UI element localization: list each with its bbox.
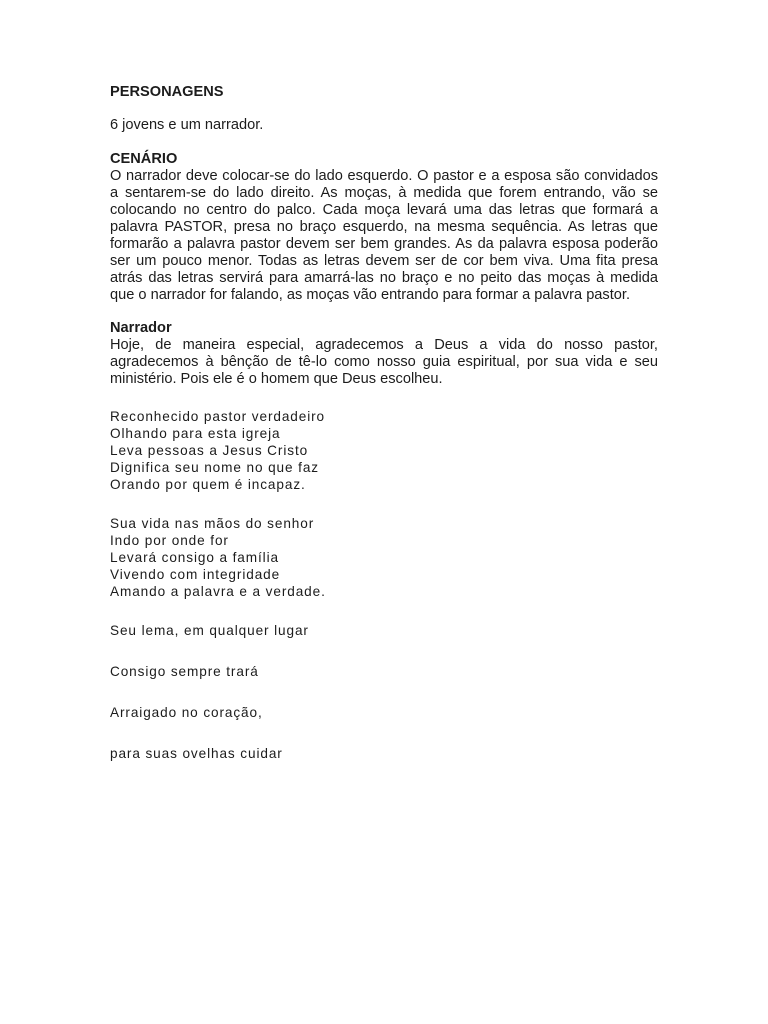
cenario-paragraph: O narrador deve colocar-se do lado esquerdo. O pastor e a esposa são convidados a sentarem-se do lado direito. As moças, à medida que forem entrando, vão se colocando no centro do palco. Cada moça levará uma das letras que formará a palavra PASTOR, presa no braço esquerdo, na mesma sequência. As letras que formarão a palavra pastor devem ser bem grandes. As da palavra esposa poderão ser um pouco menor. Todas as letras devem ser de cor bem viva. Uma fita presa atrás das letras servirá para amarrá-las no braço e no peito das moças à medida que o narrador for falando, as moças vão entrando para formar a palavra pastor. [110,168,658,303]
narrador-paragraph: Hoje, de maneira especial, agradecemos a Deus a vida do nosso pastor, agradecemos à bênção de tê-lo como nosso guia espiritual, por sua vida e seu ministério. Pois ele é o homem que Deus escolheu. [110,337,658,387]
personagens-section [110,84,658,101]
verse-arraigado: Arraigado no coração, [110,705,263,720]
verse-line: Leva pessoas a Jesus Cristo [110,443,309,458]
narrador-section [110,320,658,388]
verse-line: Levará consigo a família [110,550,279,565]
verse-ovelhas: para suas ovelhas cuidar [110,746,283,761]
verse-line: Sua vida nas mãos do senhor [110,516,315,531]
verse-line: Dignifica seu nome no que faz [110,460,319,475]
personagens-heading: PERSONAGENS [110,84,224,100]
cenario-section [110,151,658,304]
verse-line: Reconhecido pastor verdadeiro [110,409,326,424]
narrador-heading: Narrador [110,320,172,336]
verse-line: Orando por quem é incapaz. [110,477,306,492]
verse-lema: Seu lema, em qualquer lugar [110,623,309,638]
verse-line: Indo por onde for [110,533,229,548]
verse-line: Vivendo com integridade [110,567,281,582]
cenario-heading: CENÁRIO [110,151,178,167]
verse-consigo: Consigo sempre trará [110,664,259,679]
stanza-2 [110,515,658,600]
stanza-1 [110,408,658,493]
cast-section [110,117,658,134]
verse-line: Olhando para esta igreja [110,426,281,441]
verse-line: Amando a palavra e a verdade. [110,584,326,599]
cast-text: 6 jovens e um narrador. [110,117,264,133]
document-page [110,84,658,786]
